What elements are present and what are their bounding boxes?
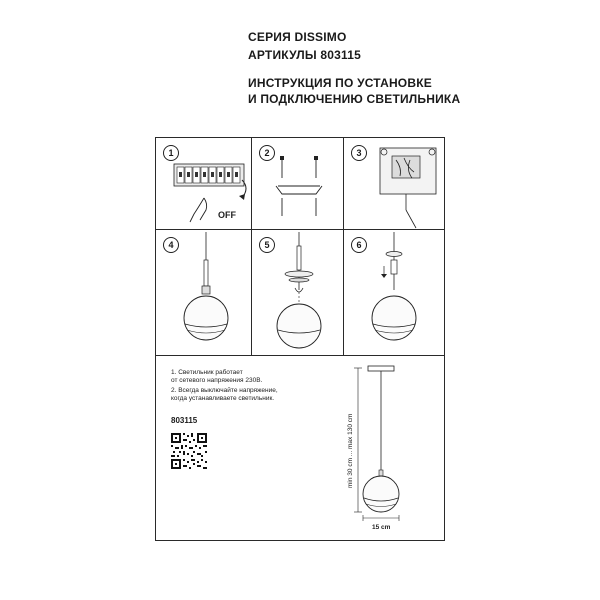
step-5-number: 5: [259, 237, 275, 253]
article-code: 803115: [171, 416, 198, 425]
note-line-2: от сетевого напряжения 230В.: [171, 377, 263, 384]
instruction-title-line1: ИНСТРУКЦИЯ ПО УСТАНОВКЕ: [248, 76, 432, 90]
shade-fixing-illustration: [344, 230, 446, 357]
note-line-4: когда устанавливаете светильник.: [171, 395, 275, 402]
step-1-panel: [155, 137, 252, 230]
qr-code: [171, 433, 207, 469]
step-5-panel: [251, 229, 344, 356]
step-1-number: 1: [163, 145, 179, 161]
circuit-breaker-illustration: [156, 138, 253, 231]
shade-mounting-illustration: [252, 230, 345, 357]
wiring-connection-illustration: [344, 138, 446, 231]
step-2-number: 2: [259, 145, 275, 161]
series-title: СЕРИЯ DISSIMO: [248, 30, 347, 44]
step-4-number: 4: [163, 237, 179, 253]
step-2-panel: [251, 137, 344, 230]
step-3-number: 3: [351, 145, 367, 161]
article-numbers: АРТИКУЛЫ 803115: [248, 48, 361, 62]
instruction-title-line2: И ПОДКЛЮЧЕНИЮ СВЕТИЛЬНИКА: [248, 92, 461, 106]
off-label: OFF: [218, 210, 236, 220]
note-line-1: 1. Светильник работает: [171, 369, 243, 376]
mounting-bracket-illustration: [252, 138, 345, 231]
step-6-panel: [343, 229, 445, 356]
assembled-lamp-illustration: [156, 230, 253, 357]
height-dimension-label: min 30 cm ... max 130 cm: [347, 413, 354, 488]
note-line-3: 2. Всегда выключайте напряжение,: [171, 387, 278, 394]
step-6-number: 6: [351, 237, 367, 253]
step-3-panel: [343, 137, 445, 230]
dimensions-drawing: [320, 358, 440, 538]
step-4-panel: [155, 229, 252, 356]
width-dimension-label: 15 cm: [372, 524, 391, 531]
